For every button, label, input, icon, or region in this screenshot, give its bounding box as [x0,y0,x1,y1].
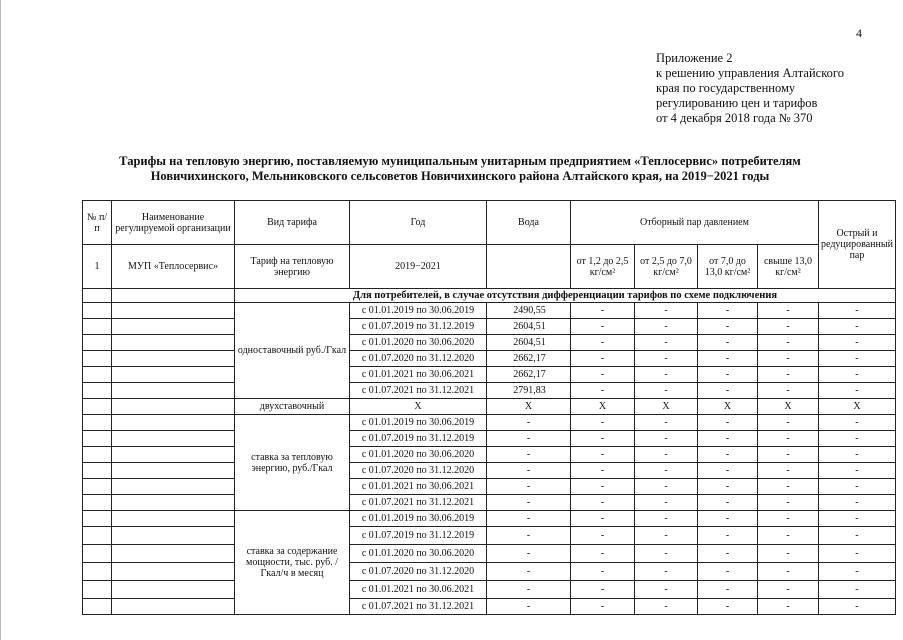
dash-cell: - [571,511,635,527]
period-cell: с 01.01.2020 по 30.06.2020 [350,545,487,563]
dash-cell: - [819,511,896,527]
dash-cell: - [819,447,896,463]
dash-cell: - [635,479,698,495]
empty-cell [83,581,112,599]
dash-cell: - [758,545,819,563]
dash-cell: - [571,431,635,447]
dash-cell: - [571,351,635,367]
empty-cell [112,431,235,447]
empty-cell [83,599,112,615]
dash-cell: - [635,319,698,335]
year-range: 2019−2021 [350,245,487,289]
dash-cell: - [635,545,698,563]
period-cell: с 01.01.2020 по 30.06.2020 [350,335,487,351]
pressure-1: от 1,2 до 2,5 кг/см² [571,245,635,289]
empty-cell [112,447,235,463]
water-cell: - [487,581,571,599]
dash-cell: - [819,545,896,563]
water-cell: - [487,479,571,495]
dash-cell: - [819,563,896,581]
dash-cell: - [571,303,635,319]
dash-cell: - [635,581,698,599]
dash-cell: - [571,599,635,615]
dash-cell: - [758,383,819,399]
empty-cell [112,581,235,599]
dash-cell: - [571,383,635,399]
empty-cell [112,479,235,495]
dash-cell: - [571,415,635,431]
dash-cell: - [571,527,635,545]
tariff-row [83,511,896,527]
empty-cell [83,545,112,563]
header-kind: Вид тарифа [235,201,350,245]
dash-cell: - [571,463,635,479]
dash-cell: - [698,463,758,479]
tariff-row [83,599,896,615]
two-part-row [83,399,896,415]
dash-cell: - [698,383,758,399]
empty-cell [112,495,235,511]
dash-cell: - [635,303,698,319]
water-cell: 2662,17 [487,351,571,367]
dash-cell: - [635,495,698,511]
x-cell: X [571,399,635,415]
empty-cell [112,511,235,527]
dash-cell: - [635,335,698,351]
appendix-block [656,51,886,126]
empty-cell [112,319,235,335]
empty-cell [83,511,112,527]
appendix-line: регулированию цен и тарифов [656,96,818,110]
period-cell: с 01.01.2019 по 30.06.2019 [350,415,487,431]
tariff-row [83,335,896,351]
tariff-row [83,415,896,431]
empty-cell [83,479,112,495]
empty-cell [83,495,112,511]
group-label: ставка за тепловую энергию, руб./Гкал [235,415,350,511]
group-label: одноставочный руб./Гкал [235,303,350,399]
tariff-row [83,447,896,463]
tariff-row [83,383,896,399]
empty-cell [83,463,112,479]
document-title [60,154,860,184]
page-number: 4 [856,26,862,40]
water-cell: - [487,415,571,431]
empty-cell [83,319,112,335]
empty-cell [83,383,112,399]
tariff-row [83,367,896,383]
dash-cell: - [819,335,896,351]
org-name: МУП «Теплосервис» [112,245,235,289]
empty-cell [112,383,235,399]
dash-cell: - [698,303,758,319]
section-row [83,289,896,303]
water-cell: - [487,447,571,463]
water-cell: - [487,545,571,563]
dash-cell: - [758,511,819,527]
x-cell: X [819,399,896,415]
empty-cell [112,463,235,479]
dash-cell: - [571,335,635,351]
dash-cell: - [635,415,698,431]
dash-cell: - [698,599,758,615]
dash-cell: - [698,495,758,511]
header-org: Наименование регулируемой организации [112,201,235,245]
dash-cell: - [758,335,819,351]
dash-cell: - [571,545,635,563]
header-water: Вода [487,201,571,245]
pressure-3: от 7,0 до 13,0 кг/см² [698,245,758,289]
period-cell: с 01.07.2019 по 31.12.2019 [350,431,487,447]
dash-cell: - [758,527,819,545]
title-line: Новичихинского, Мельниковского сельсоветов Новичихинского района Алтайского края, на 2019−2021 годы [150,169,770,183]
period-cell: с 01.01.2019 по 30.06.2019 [350,303,487,319]
dash-cell: - [635,563,698,581]
empty-cell [83,431,112,447]
water-cell: 2662,17 [487,367,571,383]
empty-cell [112,599,235,615]
dash-cell: - [571,319,635,335]
empty-cell [83,399,112,415]
dash-cell: - [758,431,819,447]
dash-cell: - [819,415,896,431]
empty-cell [83,563,112,581]
row-number: 1 [83,245,112,289]
appendix-line: Приложение 2 [656,51,733,65]
dash-cell: - [758,581,819,599]
dash-cell: - [698,367,758,383]
dash-cell: - [698,415,758,431]
dash-cell: - [819,319,896,335]
dash-cell: - [635,447,698,463]
empty-cell [83,527,112,545]
dash-cell: - [819,527,896,545]
tariff-row [83,495,896,511]
page-edge [0,0,1,640]
dash-cell: - [758,463,819,479]
x-cell: X [698,399,758,415]
period-cell: с 01.07.2019 по 31.12.2019 [350,527,487,545]
x-cell: X [487,399,571,415]
water-cell: - [487,527,571,545]
x-cell: X [635,399,698,415]
water-cell: - [487,495,571,511]
header-row [83,201,896,245]
dash-cell: - [698,351,758,367]
tariff-row [83,479,896,495]
dash-cell: - [635,351,698,367]
appendix-line: от 4 декабря 2018 года № 370 [656,111,813,125]
dash-cell: - [819,431,896,447]
dash-cell: - [698,511,758,527]
period-cell: с 01.01.2021 по 30.06.2021 [350,479,487,495]
tariff-table [82,200,896,615]
period-cell: с 01.07.2021 по 31.12.2021 [350,599,487,615]
dash-cell: - [571,563,635,581]
dash-cell: - [571,447,635,463]
period-cell: с 01.01.2021 по 30.06.2021 [350,581,487,599]
dash-cell: - [819,599,896,615]
dash-cell: - [571,581,635,599]
dash-cell: - [698,335,758,351]
empty-cell [83,415,112,431]
table-body [83,201,896,615]
title-line: Тарифы на тепловую энергию, поставляемую муниципальным унитарным предприятием «Теплосервис» потребителям [119,154,801,168]
group-label: двухставочный [235,399,350,415]
tariff-row [83,545,896,563]
empty-cell [83,447,112,463]
dash-cell: - [819,581,896,599]
empty-cell [112,351,235,367]
empty-cell [112,563,235,581]
tariff-row [83,527,896,545]
dash-cell: - [819,367,896,383]
dash-cell: - [698,431,758,447]
appendix-line: к решению управления Алтайского [656,66,844,80]
empty-cell [112,399,235,415]
dash-cell: - [571,495,635,511]
dash-cell: - [698,545,758,563]
dash-cell: - [698,563,758,581]
water-cell: - [487,431,571,447]
tariff-kind: Тариф на тепловую энергию [235,245,350,289]
water-cell: 2490,55 [487,303,571,319]
dash-cell: - [758,351,819,367]
water-cell: - [487,511,571,527]
dash-cell: - [758,563,819,581]
tariff-row [83,463,896,479]
empty-cell [112,367,235,383]
empty-cell [83,351,112,367]
empty-cell [112,527,235,545]
dash-cell: - [635,511,698,527]
dash-cell: - [635,463,698,479]
header-year: Год [350,201,487,245]
dash-cell: - [819,463,896,479]
dash-cell: - [635,527,698,545]
dash-cell: - [698,319,758,335]
empty-cell [112,415,235,431]
dash-cell: - [819,303,896,319]
dash-cell: - [758,599,819,615]
water-cell: - [487,563,571,581]
dash-cell: - [819,479,896,495]
tariff-row [83,563,896,581]
empty-cell [112,303,235,319]
dash-cell: - [571,367,635,383]
water-cell: 2604,51 [487,319,571,335]
org-row [83,245,896,289]
dash-cell: - [758,303,819,319]
dash-cell: - [635,383,698,399]
period-cell: с 01.07.2020 по 31.12.2020 [350,563,487,581]
tariff-row [83,303,896,319]
dash-cell: - [758,447,819,463]
dash-cell: - [758,415,819,431]
header-num: № п/п [83,201,112,245]
x-cell: X [758,399,819,415]
dash-cell: - [698,527,758,545]
empty-cell [83,367,112,383]
period-cell: с 01.07.2020 по 31.12.2020 [350,463,487,479]
dash-cell: - [635,367,698,383]
empty-cell [83,303,112,319]
tariff-row [83,319,896,335]
dash-cell: - [698,479,758,495]
water-cell: - [487,599,571,615]
pressure-4: свыше 13,0 кг/см² [758,245,819,289]
empty-cell [112,545,235,563]
dash-cell: - [758,495,819,511]
dash-cell: - [698,447,758,463]
water-cell: - [487,463,571,479]
x-cell: X [350,399,487,415]
period-cell: с 01.07.2019 по 31.12.2019 [350,319,487,335]
pressure-2: от 2,5 до 7,0 кг/см² [635,245,698,289]
period-cell: с 01.01.2021 по 30.06.2021 [350,367,487,383]
water-cell: 2791,83 [487,383,571,399]
tariff-row [83,351,896,367]
period-cell: с 01.07.2021 по 31.12.2021 [350,383,487,399]
empty-cell [83,289,112,303]
empty-cell [112,289,235,303]
empty-cell [112,335,235,351]
empty-cell [83,335,112,351]
period-cell: с 01.01.2019 по 30.06.2019 [350,511,487,527]
dash-cell: - [758,319,819,335]
appendix-line: края по государственному [656,81,796,95]
dash-cell: - [635,431,698,447]
dash-cell: - [635,599,698,615]
header-sharp-steam: Острый и редуцированный пар [819,201,896,289]
dash-cell: - [758,367,819,383]
dash-cell: - [819,383,896,399]
water-cell: 2604,51 [487,335,571,351]
dash-cell: - [819,495,896,511]
period-cell: с 01.07.2021 по 31.12.2021 [350,495,487,511]
period-cell: с 01.07.2020 по 31.12.2020 [350,351,487,367]
section-title: Для потребителей, в случае отсутствия дифференциации тарифов по схеме подключения [235,289,896,303]
group-label: ставка за содержание мощности, тыс. руб. /Гкал/ч в месяц [235,511,350,615]
tariff-row [83,431,896,447]
dash-cell: - [571,479,635,495]
dash-cell: - [819,351,896,367]
water-cell [487,245,571,289]
dash-cell: - [758,479,819,495]
period-cell: с 01.01.2020 по 30.06.2020 [350,447,487,463]
tariff-row [83,581,896,599]
dash-cell: - [698,581,758,599]
header-steam: Отборный пар давлением [571,201,819,245]
